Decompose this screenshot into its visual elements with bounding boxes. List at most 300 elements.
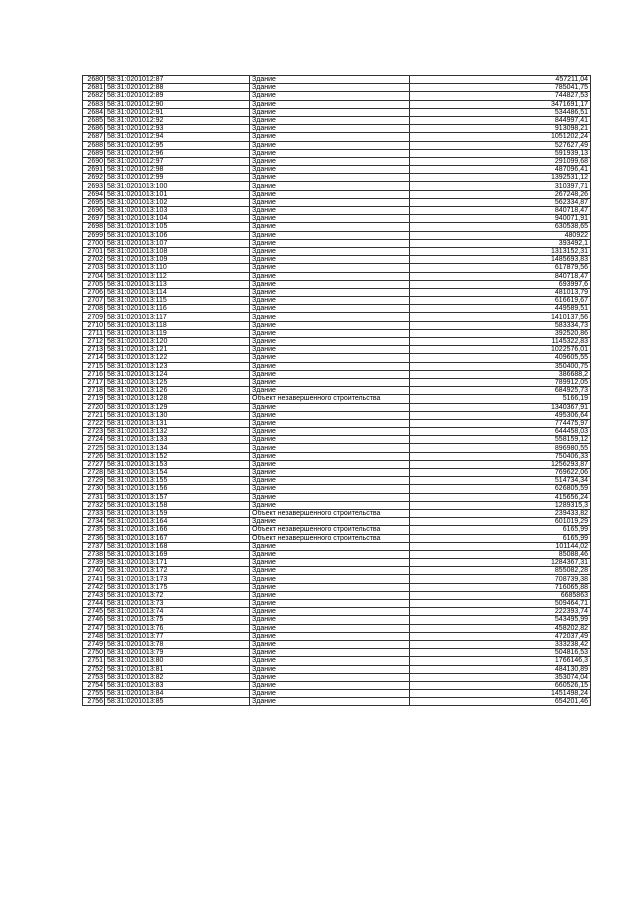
row-number: 2724 [83,436,105,444]
table-row [83,116,591,124]
object-type: Здание [250,329,410,337]
table-row [83,198,591,206]
cadastral-value: 940071,91 [410,215,591,223]
table-row [83,452,591,460]
object-type: Здание [250,518,410,526]
cadastral-value: 1340367,91 [410,403,591,411]
table-row [83,141,591,149]
cadastral-number: 58:31:0201013:152 [105,452,250,460]
object-type: Здание [250,469,410,477]
cadastral-number: 58:31:0201013:122 [105,354,250,362]
cadastral-value: 392520,86 [410,329,591,337]
cadastral-number: 58:31:0201012:98 [105,166,250,174]
cadastral-number: 58:31:0201013:123 [105,362,250,370]
cadastral-number: 58:31:0201013:84 [105,690,250,698]
cadastral-number: 58:31:0201013:156 [105,485,250,493]
row-number: 2680 [83,76,105,84]
row-number: 2690 [83,157,105,165]
row-number: 2721 [83,411,105,419]
object-type: Здание [250,108,410,116]
cadastral-value: 85088,46 [410,550,591,558]
row-number: 2749 [83,640,105,648]
cadastral-value: 6165,99 [410,534,591,542]
object-type: Здание [250,428,410,436]
table-row [83,157,591,165]
cadastral-value: 644458,03 [410,428,591,436]
cadastral-value: 291099,68 [410,157,591,165]
row-number: 2711 [83,329,105,337]
cadastral-value: 101144,02 [410,542,591,550]
table-row [83,583,591,591]
cadastral-number: 58:31:0201013:130 [105,411,250,419]
cadastral-value-table [82,75,591,706]
row-number: 2696 [83,207,105,215]
cadastral-value: 239433,82 [410,509,591,517]
cadastral-value: 750406,33 [410,452,591,460]
cadastral-value: 415656,24 [410,493,591,501]
table-row [83,256,591,264]
cadastral-number: 58:31:0201013:80 [105,657,250,665]
table-row [83,485,591,493]
cadastral-number: 58:31:0201013:166 [105,526,250,534]
cadastral-value: 1410137,56 [410,313,591,321]
cadastral-value: 1256293,87 [410,460,591,468]
cadastral-number: 58:31:0201012:89 [105,92,250,100]
table-row [83,305,591,313]
table-row [83,395,591,403]
row-number: 2694 [83,190,105,198]
row-number: 2736 [83,534,105,542]
object-type: Здание [250,76,410,84]
object-type: Здание [250,223,410,231]
cadastral-value: 1313152,31 [410,247,591,255]
cadastral-number: 58:31:0201013:102 [105,198,250,206]
row-number: 2752 [83,665,105,673]
cadastral-number: 58:31:0201013:76 [105,624,250,632]
object-type: Здание [250,280,410,288]
object-type: Здание [250,616,410,624]
object-type: Здание [250,141,410,149]
object-type: Здание [250,640,410,648]
row-number: 2709 [83,313,105,321]
row-number: 2684 [83,108,105,116]
object-type: Объект незавершенного строительства [250,526,410,534]
row-number: 2745 [83,608,105,616]
object-type: Здание [250,182,410,190]
object-type: Здание [250,591,410,599]
cadastral-number: 58:31:0201013:157 [105,493,250,501]
row-number: 2734 [83,518,105,526]
cadastral-number: 58:31:0201013:126 [105,387,250,395]
cadastral-value: 583334,73 [410,321,591,329]
cadastral-number: 58:31:0201013:72 [105,591,250,599]
object-type: Здание [250,583,410,591]
row-number: 2722 [83,419,105,427]
object-type: Здание [250,174,410,182]
cadastral-value: 5166,19 [410,395,591,403]
table-row [83,444,591,452]
cadastral-value: 504816,53 [410,649,591,657]
cadastral-number: 58:31:0201013:172 [105,567,250,575]
row-number: 2683 [83,100,105,108]
cadastral-value: 514734,34 [410,477,591,485]
cadastral-value: 716065,88 [410,583,591,591]
object-type: Здание [250,542,410,550]
table-row [83,133,591,141]
cadastral-value: 543495,99 [410,616,591,624]
cadastral-number: 58:31:0201013:103 [105,207,250,215]
cadastral-value: 353074,04 [410,673,591,681]
object-type: Здание [250,403,410,411]
cadastral-number: 58:31:0201013:107 [105,239,250,247]
row-number: 2687 [83,133,105,141]
cadastral-value: 1289315,3 [410,501,591,509]
table-row [83,591,591,599]
object-type: Здание [250,501,410,509]
object-type: Здание [250,378,410,386]
object-type: Здание [250,600,410,608]
object-type: Здание [250,632,410,640]
object-type: Здание [250,198,410,206]
cadastral-number: 58:31:0201013:164 [105,518,250,526]
row-number: 2756 [83,698,105,706]
cadastral-number: 58:31:0201013:118 [105,321,250,329]
cadastral-value: 509464,71 [410,600,591,608]
object-type: Здание [250,321,410,329]
cadastral-value: 222393,74 [410,608,591,616]
cadastral-number: 58:31:0201013:134 [105,444,250,452]
cadastral-value: 472037,49 [410,632,591,640]
cadastral-value: 449589,51 [410,305,591,313]
cadastral-value: 840718,47 [410,207,591,215]
cadastral-value: 785041,75 [410,84,591,92]
object-type: Здание [250,559,410,567]
row-number: 2695 [83,198,105,206]
row-number: 2716 [83,370,105,378]
table-row [83,559,591,567]
object-type: Здание [250,681,410,689]
cadastral-value: 693997,6 [410,280,591,288]
table-row [83,321,591,329]
object-type: Здание [250,608,410,616]
row-number: 2727 [83,460,105,468]
table-row [83,84,591,92]
cadastral-number: 58:31:0201013:125 [105,378,250,386]
table-row [83,493,591,501]
object-type: Объект незавершенного строительства [250,509,410,517]
object-type: Здание [250,125,410,133]
cadastral-value: 789912,05 [410,378,591,386]
object-type: Здание [250,313,410,321]
row-number: 2717 [83,378,105,386]
row-number: 2681 [83,84,105,92]
object-type: Объект незавершенного строительства [250,534,410,542]
cadastral-number: 58:31:0201013:169 [105,550,250,558]
table-row [83,469,591,477]
object-type: Здание [250,354,410,362]
cadastral-value: 3471691,17 [410,100,591,108]
cadastral-number: 58:31:0201013:167 [105,534,250,542]
table-row [83,665,591,673]
row-number: 2730 [83,485,105,493]
cadastral-value: 840718,47 [410,272,591,280]
object-type: Здание [250,411,410,419]
row-number: 2731 [83,493,105,501]
cadastral-number: 58:31:0201013:159 [105,509,250,517]
object-type: Здание [250,452,410,460]
row-number: 2732 [83,501,105,509]
row-number: 2754 [83,681,105,689]
cadastral-number: 58:31:0201013:73 [105,600,250,608]
cadastral-number: 58:31:0201013:168 [105,542,250,550]
row-number: 2718 [83,387,105,395]
row-number: 2702 [83,256,105,264]
cadastral-value: 458202,82 [410,624,591,632]
cadastral-value: 558159,12 [410,436,591,444]
object-type: Здание [250,698,410,706]
table-row [83,231,591,239]
cadastral-value: 481013,79 [410,288,591,296]
cadastral-value: 769622,06 [410,469,591,477]
table-row [83,247,591,255]
table-row [83,477,591,485]
table-row [83,575,591,583]
cadastral-value: 495306,64 [410,411,591,419]
row-number: 2703 [83,264,105,272]
table-row [83,378,591,386]
table-row [83,640,591,648]
cadastral-value: 616619,67 [410,297,591,305]
cadastral-value: 591939,13 [410,149,591,157]
row-number: 2750 [83,649,105,657]
cadastral-number: 58:31:0201013:113 [105,280,250,288]
cadastral-number: 58:31:0201013:85 [105,698,250,706]
cadastral-value: 844997,41 [410,116,591,124]
cadastral-value: 1766146,3 [410,657,591,665]
object-type: Здание [250,116,410,124]
cadastral-value: 527627,49 [410,141,591,149]
row-number: 2688 [83,141,105,149]
object-type: Здание [250,239,410,247]
object-type: Здание [250,305,410,313]
object-type: Здание [250,575,410,583]
cadastral-number: 58:31:0201013:74 [105,608,250,616]
cadastral-number: 58:31:0201013:105 [105,223,250,231]
row-number: 2691 [83,166,105,174]
table-row [83,690,591,698]
row-number: 2735 [83,526,105,534]
row-number: 2746 [83,616,105,624]
row-number: 2682 [83,92,105,100]
table-row [83,174,591,182]
cadastral-number: 58:31:0201013:110 [105,264,250,272]
object-type: Объект незавершенного строительства [250,395,410,403]
table-row [83,223,591,231]
cadastral-number: 58:31:0201013:79 [105,649,250,657]
table-row [83,698,591,706]
object-type: Здание [250,215,410,223]
table-row [83,100,591,108]
row-number: 2700 [83,239,105,247]
row-number: 2720 [83,403,105,411]
cadastral-number: 58:31:0201012:93 [105,125,250,133]
row-number: 2697 [83,215,105,223]
object-type: Здание [250,264,410,272]
table-row [83,92,591,100]
table-row [83,354,591,362]
table-row [83,518,591,526]
cadastral-number: 58:31:0201013:116 [105,305,250,313]
row-number: 2723 [83,428,105,436]
table-row [83,608,591,616]
object-type: Здание [250,84,410,92]
cadastral-number: 58:31:0201013:153 [105,460,250,468]
row-number: 2740 [83,567,105,575]
cadastral-number: 58:31:0201013:121 [105,346,250,354]
cadastral-value: 6165,99 [410,526,591,534]
cadastral-number: 58:31:0201013:83 [105,681,250,689]
table-row [83,297,591,305]
object-type: Здание [250,297,410,305]
table-row [83,403,591,411]
cadastral-number: 58:31:0201013:120 [105,338,250,346]
cadastral-number: 58:31:0201013:77 [105,632,250,640]
row-number: 2729 [83,477,105,485]
cadastral-number: 58:31:0201013:124 [105,370,250,378]
cadastral-value: 386688,2 [410,370,591,378]
cadastral-value: 774475,97 [410,419,591,427]
object-type: Здание [250,346,410,354]
cadastral-number: 58:31:0201013:129 [105,403,250,411]
row-number: 2707 [83,297,105,305]
cadastral-value: 1284367,31 [410,559,591,567]
table-row [83,338,591,346]
cadastral-number: 58:31:0201013:75 [105,616,250,624]
cadastral-number: 58:31:0201013:109 [105,256,250,264]
row-number: 2699 [83,231,105,239]
row-number: 2705 [83,280,105,288]
cadastral-number: 58:31:0201012:90 [105,100,250,108]
object-type: Здание [250,362,410,370]
row-number: 2710 [83,321,105,329]
cadastral-value: 487096,41 [410,166,591,174]
object-type: Здание [250,624,410,632]
object-type: Здание [250,370,410,378]
table-row [83,657,591,665]
table-row [83,632,591,640]
table-row [83,550,591,558]
table-row [83,313,591,321]
cadastral-number: 58:31:0201013:132 [105,428,250,436]
row-number: 2693 [83,182,105,190]
cadastral-number: 58:31:0201012:96 [105,149,250,157]
table-row [83,108,591,116]
cadastral-value: 630538,65 [410,223,591,231]
object-type: Здание [250,190,410,198]
table-row [83,673,591,681]
table-row [83,624,591,632]
cadastral-value: 484130,89 [410,665,591,673]
object-type: Здание [250,690,410,698]
table-row [83,436,591,444]
cadastral-number: 58:31:0201012:99 [105,174,250,182]
cadastral-number: 58:31:0201013:128 [105,395,250,403]
table-row [83,419,591,427]
table-row [83,509,591,517]
row-number: 2701 [83,247,105,255]
table-row [83,346,591,354]
cadastral-value: 457211,04 [410,76,591,84]
cadastral-value: 1145322,83 [410,338,591,346]
table-row [83,272,591,280]
table-row [83,215,591,223]
row-number: 2744 [83,600,105,608]
table-row [83,182,591,190]
object-type: Здание [250,493,410,501]
object-type: Здание [250,207,410,215]
cadastral-value: 1485693,83 [410,256,591,264]
cadastral-number: 58:31:0201012:91 [105,108,250,116]
table-row [83,387,591,395]
cadastral-value: 601019,29 [410,518,591,526]
cadastral-value: 480922 [410,231,591,239]
object-type: Здание [250,157,410,165]
object-type: Здание [250,477,410,485]
table-row [83,542,591,550]
cadastral-value: 393492,1 [410,239,591,247]
table-row [83,239,591,247]
row-number: 2753 [83,673,105,681]
cadastral-value: 913098,21 [410,125,591,133]
cadastral-number: 58:31:0201013:82 [105,673,250,681]
table-row [83,501,591,509]
object-type: Здание [250,444,410,452]
row-number: 2728 [83,469,105,477]
object-type: Здание [250,256,410,264]
cadastral-number: 58:31:0201013:115 [105,297,250,305]
cadastral-number: 58:31:0201013:155 [105,477,250,485]
cadastral-value: 617879,56 [410,264,591,272]
table-row [83,681,591,689]
object-type: Здание [250,485,410,493]
object-type: Здание [250,92,410,100]
cadastral-value: 1392531,12 [410,174,591,182]
cadastral-value: 350400,75 [410,362,591,370]
row-number: 2737 [83,542,105,550]
cadastral-number: 58:31:0201013:101 [105,190,250,198]
row-number: 2708 [83,305,105,313]
cadastral-number: 58:31:0201013:106 [105,231,250,239]
row-number: 2725 [83,444,105,452]
row-number: 2713 [83,346,105,354]
cadastral-value: 562334,87 [410,198,591,206]
cadastral-value: 310397,71 [410,182,591,190]
row-number: 2748 [83,632,105,640]
row-number: 2719 [83,395,105,403]
table-row [83,526,591,534]
object-type: Здание [250,338,410,346]
row-number: 2692 [83,174,105,182]
table-body [83,76,591,706]
cadastral-number: 58:31:0201013:158 [105,501,250,509]
row-number: 2686 [83,125,105,133]
row-number: 2698 [83,223,105,231]
table-row [83,166,591,174]
table-row [83,329,591,337]
row-number: 2738 [83,550,105,558]
table-row [83,370,591,378]
cadastral-number: 58:31:0201013:119 [105,329,250,337]
